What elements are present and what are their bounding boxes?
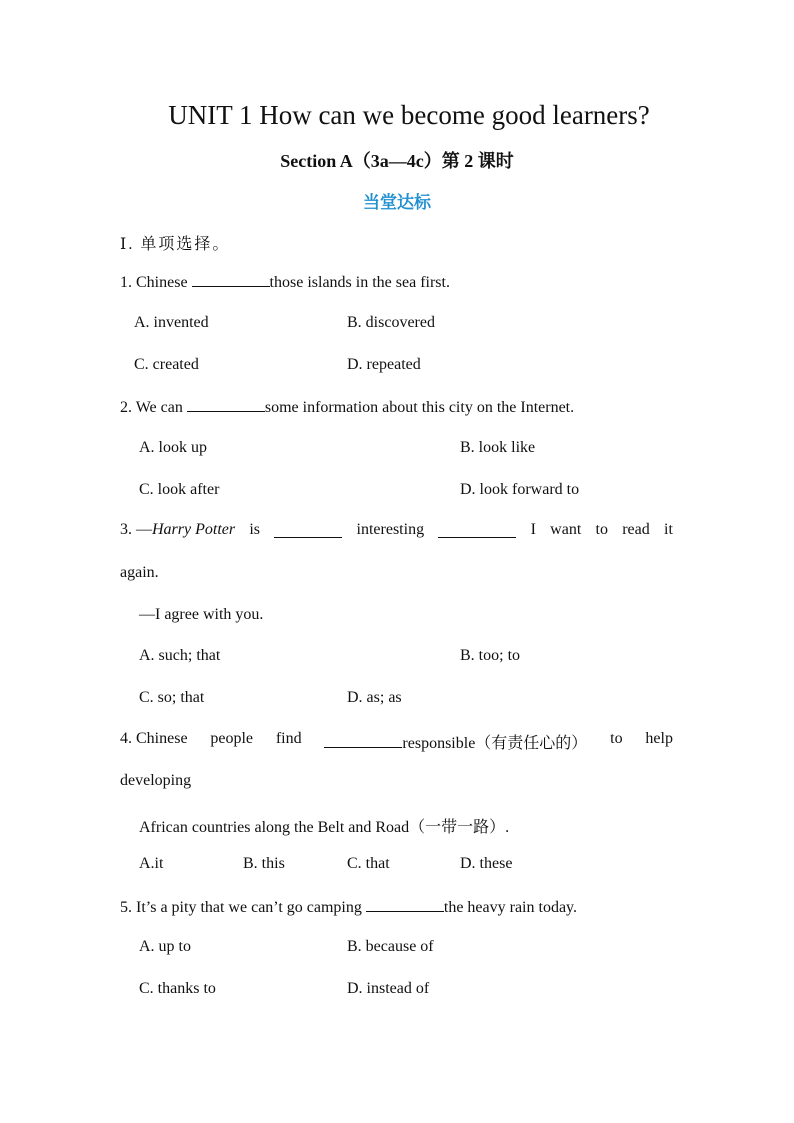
answer-blank[interactable] bbox=[324, 733, 402, 748]
question-word: to bbox=[610, 730, 623, 747]
question-number: 2. bbox=[120, 399, 132, 416]
option-d[interactable]: D. look forward to bbox=[460, 481, 580, 498]
option-b[interactable]: B. this bbox=[243, 855, 285, 872]
page-title: UNIT 1 How can we become good learners? bbox=[168, 100, 650, 130]
option-a[interactable]: A. up to bbox=[139, 938, 191, 955]
question-1 bbox=[120, 272, 450, 292]
question-text-after: those islands in the sea first. bbox=[269, 274, 450, 291]
question-word: want bbox=[550, 521, 582, 538]
question-continuation: developing bbox=[120, 772, 192, 789]
option-a[interactable]: A.it bbox=[139, 855, 164, 872]
question-text-after: some information about this city on the Internet. bbox=[264, 399, 575, 416]
question-continuation: African countries along the Belt and Road（一带一路）. bbox=[139, 819, 510, 836]
part-label: Ⅰ. 单项选择。 bbox=[120, 236, 231, 253]
answer-blank[interactable] bbox=[187, 397, 265, 412]
question-number: 5. bbox=[120, 899, 132, 916]
option-d[interactable]: D. these bbox=[460, 855, 513, 872]
option-c[interactable]: C. so; that bbox=[139, 689, 205, 706]
option-d[interactable]: D. instead of bbox=[347, 980, 430, 997]
question-3 bbox=[120, 521, 673, 539]
question-4 bbox=[120, 730, 673, 753]
option-a[interactable]: A. look up bbox=[139, 439, 207, 456]
option-a[interactable]: A. invented bbox=[134, 314, 209, 331]
question-word: people bbox=[210, 730, 254, 747]
option-b[interactable]: B. because of bbox=[347, 938, 434, 955]
question-word: find bbox=[275, 730, 302, 747]
option-c[interactable]: C. thanks to bbox=[139, 980, 216, 997]
question-word: to bbox=[595, 521, 608, 538]
option-a[interactable]: A. such; that bbox=[139, 647, 221, 664]
question-2 bbox=[120, 397, 574, 417]
option-b[interactable]: B. too; to bbox=[460, 647, 521, 664]
answer-blank[interactable] bbox=[192, 272, 270, 287]
book-title: Harry Potter bbox=[152, 521, 236, 538]
question-word: responsible（有责任心的） bbox=[402, 735, 588, 752]
question-number: 1. bbox=[120, 274, 132, 291]
question-text-before: Chinese bbox=[136, 274, 188, 291]
section-heading: Section A（3a—4c）第 2 课时 bbox=[280, 151, 514, 171]
question-text-after: the heavy rain today. bbox=[443, 899, 578, 916]
answer-blank[interactable] bbox=[366, 897, 444, 912]
answer-blank-2[interactable] bbox=[438, 523, 516, 538]
question-5 bbox=[120, 897, 577, 917]
question-word: it bbox=[664, 521, 673, 538]
question-word: interesting bbox=[356, 521, 425, 538]
question-number: 3. bbox=[120, 521, 132, 538]
question-word: Chinese bbox=[136, 730, 188, 747]
question-continuation: again. bbox=[120, 564, 159, 581]
dialogue-reply: —I agree with you. bbox=[139, 606, 264, 623]
practice-label: 当堂达标 bbox=[363, 193, 431, 212]
option-c[interactable]: C. created bbox=[134, 356, 199, 373]
question-number: 4. bbox=[120, 730, 132, 747]
answer-blank-1[interactable] bbox=[274, 523, 342, 538]
question-text-before: We can bbox=[135, 399, 183, 416]
option-d[interactable]: D. repeated bbox=[347, 356, 421, 373]
question-word: I bbox=[530, 521, 536, 538]
question-text-before: It’s a pity that we can’t go camping bbox=[136, 899, 362, 916]
option-b[interactable]: B. look like bbox=[460, 439, 536, 456]
option-d[interactable]: D. as; as bbox=[347, 689, 402, 706]
option-b[interactable]: B. discovered bbox=[347, 314, 435, 331]
option-c[interactable]: C. look after bbox=[139, 481, 220, 498]
question-word: help bbox=[645, 730, 673, 747]
question-word: is bbox=[249, 521, 261, 538]
dialogue-dash: — bbox=[136, 521, 152, 538]
question-word: read bbox=[622, 521, 650, 538]
option-c[interactable]: C. that bbox=[347, 855, 390, 872]
